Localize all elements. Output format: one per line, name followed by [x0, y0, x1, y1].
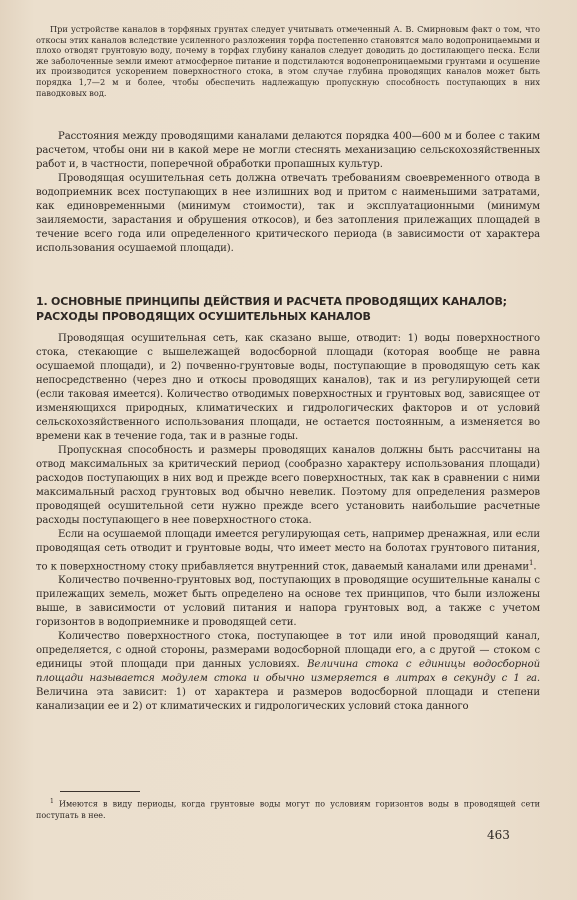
paragraph-groundwater: Количество почвенно-грунтовых вод, поступающих в проводящие осушительные каналы с прилежащих земель, может быть определено на основе тех принципов, что были изложены выше, в зависимости от условий питания и напора грунтовых вод, а также с учетом горизонтов в водоприемнике и проводящей сети.: [36, 575, 540, 629]
footnote-block: [36, 796, 540, 821]
intro-text: [36, 130, 540, 256]
footnote-rule: [60, 791, 140, 792]
footnote-text: Имеются в виду периоды, когда грунтовые воды могут по условиям горизонтов воды в проводящей сети поступать в нее.: [36, 799, 540, 820]
footnote-reference: 1: [528, 559, 534, 567]
paragraph-capacity: Пропускная способность и размеры проводящих каналов должны быть рассчитаны на отвод максимальных за критический период (сообразно характеру использования площади) расходов поступающих в них вод и прежде всего поверхностных, так как в сравнении с ними максимальный расход грунтовых вод обычно невелик. Поэтому для определения размеров проводящей осушительной сети нужно прежде всего установить наибольшие расчетные расходы поступающего в нее поверхностного стока.: [36, 445, 540, 526]
section-heading-block: [36, 294, 540, 324]
paragraph-regulating-network: [36, 528, 540, 574]
footnote: [36, 796, 540, 821]
paragraph-end-punct: .: [533, 561, 537, 573]
runoff-text-a: Количество поверхностного стока, поступающее в тот или иной проводящий канал, определяется, с одной стороны, размерами водосборной площади его, а с другой — стоком с единицы этой площади при данных условиях.: [36, 631, 540, 671]
footnote-mark: 1: [50, 798, 54, 805]
paragraph-canal-spacing: Расстояния между проводящими каналами делаются порядка 400—600 м и более с таким расчетом, чтобы они ни в какой мере не могли стеснять механизацию сельскохозяйственных работ и, в частности, поперечной обработки пропашных культур.: [36, 131, 540, 170]
section-heading: 1. ОСНОВНЫЕ ПРИНЦИПЫ ДЕЙСТВИЯ И РАСЧЕТА ПРОВОДЯЩИХ КАНАЛОВ; РАСХОДЫ ПРОВОДЯЩИХ ОСУШИТЕЛЬНЫХ КАНАЛОВ: [36, 295, 507, 323]
small-print-block: [36, 24, 540, 98]
paragraph-network-requirements: Проводящая осушительная сеть должна отвечать требованиям своевременного отвода в водоприемник всех поступающих в нее излишних вод и притом с наименьшими затратами, как единовременными (минимум стоимости), так и эксплуатационными (минимум заиляемости, зарастания и обрушения откосов), и без затопления прилежащих площадей в течение всего года или определенного критического периода (в зависимости от характера использования осушаемой площади).: [36, 173, 540, 254]
page-number: 463: [487, 828, 510, 842]
paragraph-regulating-network-text: Если на осушаемой площади имеется регулирующая сеть, например дренажная, или если проводящая сеть отводит и грунтовые воды, что имеет место на болотах грунтового питания, то к поверхностному стоку прибавляется внутренний сток, даваемый каналами или дренами: [36, 529, 540, 573]
paragraph-network-function: Проводящая осушительная сеть, как сказано выше, отводит: 1) воды поверхностного стока, стекающие с вышележащей водосборной площади (которая вообще не равна осушаемой площади), и 2) почвенно-грунтовые воды, поступающие в проводящую сеть как непосредственно (через дно и откосы проводящих каналов), так и из регулирующей сети (если таковая имеется). Количество отводимых поверхностных и грунтовых вод, зависящее от изменяющихся природных, климатических и гидрологических факторов и от условий сельскохозяйственного использования площади, не остается постоянным, а изменяется во времени как в течение года, так и в разные годы.: [36, 333, 540, 442]
section-body: [36, 332, 540, 714]
small-print-paragraph: При устройстве каналов в торфяных грунтах следует учитывать отмеченный А. В. Смирновым факт о том, что откосы этих каналов вследствие усиленного разложения торфа постепенно становятся мало водопроницаемыми и плохо отводят грунтовую воду, почему в торфах глубину каналов следует доводить до достилающего песка. Если же заболоченные земли имеют атмосферное питание и подстилаются водонепроницаемыми грунтами и осушение их производится ускорением поверхностного стока, в этом случае глубина проводящих каналов может быть порядка 1,7—2 м и более, чтобы обеспечить надлежащую пропускную способность поступающих в них паводковых вод.: [36, 24, 540, 98]
runoff-text-b: Величина эта зависит: 1) от характера и размеров водосборной площади и степени канализации ее и 2) от климатических и гидрологических условий стока данного: [36, 687, 540, 713]
runoff-definition-italic: Величина стока с единицы водосборной площади называется модулем стока и обычно измеряется в литрах в секунду с 1 га.: [36, 659, 540, 685]
paragraph-surface-runoff: [36, 630, 540, 714]
